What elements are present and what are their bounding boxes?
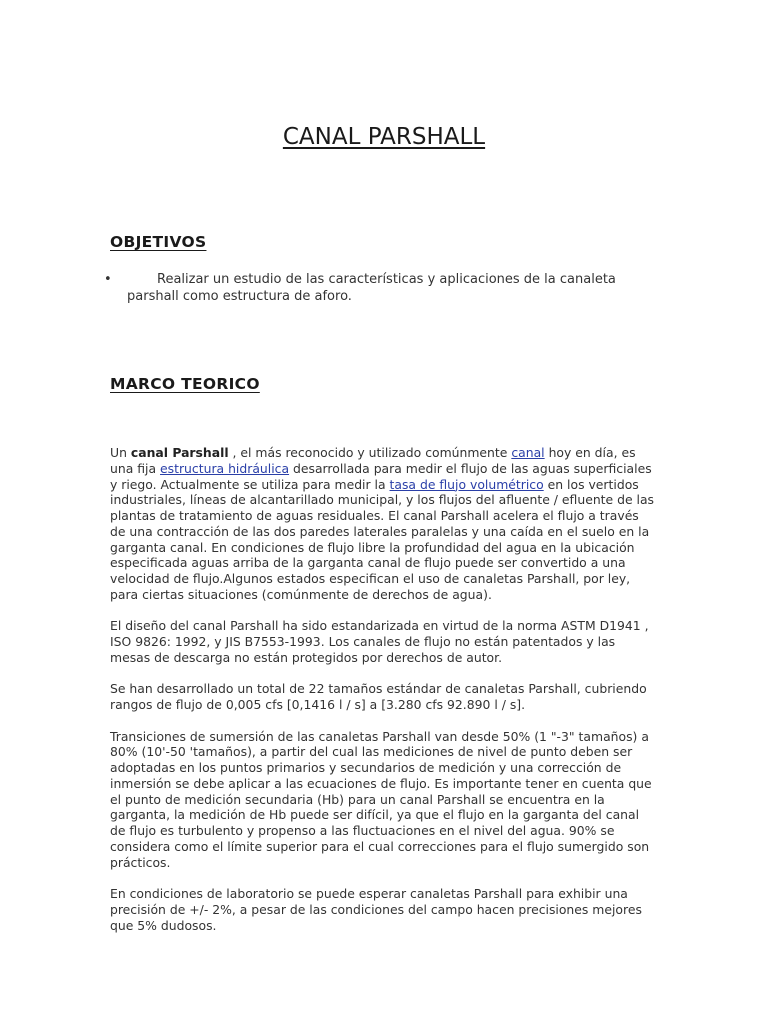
paragraph-1 <box>110 445 656 603</box>
paragraph-1-text-c: hoy en día, es una fija <box>110 445 636 476</box>
paragraph-2: El diseño del canal Parshall ha sido estandarizada en virtud de la norma ASTM D1941 , ISO 9826: 1992, y JIS B7553-1993. Los canales de flujo no están patentados y las mesas de descarga no están protegidos por derechos de autor. <box>110 618 649 665</box>
marco-teorico-heading: MARCO TEORICO <box>110 375 260 393</box>
link-tasa-flujo-volumetrico[interactable]: tasa de flujo volumétrico <box>389 476 544 492</box>
paragraph-4: Transiciones de sumersión de las canaletas Parshall van desde 50% (1 "-3" tamaños) a 80% (10'-50 'tamaños), a partir del cual las mediciones de nivel de punto deben ser adoptadas en los puntos primarios y secundarios de medición y una corrección de inmersión se debe aplicar a las ecuaciones de flujo. Es importante tener en cuenta que el punto de medición secundaria (Hb) para un canal Parshall se encuentra en la garganta, la medición de Hb puede ser difícil, ya que el flujo en la garganta del canal de flujo es turbulento y propenso a las fluctuaciones en el nivel del agua. 90% se considera como el límite superior para el cual correcciones para el flujo sumergido son prácticos. <box>110 728 652 870</box>
paragraph-1-text-e: en los vertidos industriales, líneas de alcantarillado municipal, y los flujos del afluente / efluente de las plantas de tratamiento de aguas residuales. El canal Parshall acelera el flujo a través de una contracción de las dos paredes laterales paralelas y una caída en el suelo en la garganta canal. En condiciones de flujo libre la profundidad del agua en la ubicación especificada aguas arriba de la garganta canal de flujo puede ser convertido a una velocidad de flujo.Algunos estados especifican el uso de canaletas Parshall, por ley, para ciertas situaciones (comúnmente de derechos de agua). <box>110 476 655 602</box>
bullet-icon: • <box>104 272 112 287</box>
link-estructura-hidraulica[interactable]: estructura hidráulica <box>160 460 290 476</box>
marco-teorico-body <box>110 445 656 949</box>
objetivos-list <box>104 271 664 305</box>
paragraph-5: En condiciones de laboratorio se puede esperar canaletas Parshall para exhibir una precisión de +/- 2%, a pesar de las condiciones del campo hacen precisiones mejores que 5% dudosos. <box>110 886 642 933</box>
link-canal[interactable]: canal <box>511 445 545 460</box>
paragraph-1-text-d: desarrollada para medir el flujo de las aguas superficiales y riego. Actualmente se utiliza para medir la <box>110 460 652 492</box>
objetivos-heading: OBJETIVOS <box>110 233 207 251</box>
objetivos-item: Realizar un estudio de las características y aplicaciones de la canaleta parshall como estructura de aforo. <box>127 272 616 304</box>
paragraph-1-text-b: , el más reconocido y utilizado comúnmente <box>228 445 512 460</box>
paragraph-3: Se han desarrollado un total de 22 tamaños estándar de canaletas Parshall, cubriendo rangos de flujo de 0,005 cfs [0,1416 l / s] a [3.280 cfs 92.890 l / s]. <box>110 681 647 712</box>
page-title: CANAL PARSHALL <box>282 124 486 150</box>
term-canal-parshall: canal Parshall <box>130 445 229 460</box>
paragraph-1-text-a: Un <box>110 445 131 460</box>
